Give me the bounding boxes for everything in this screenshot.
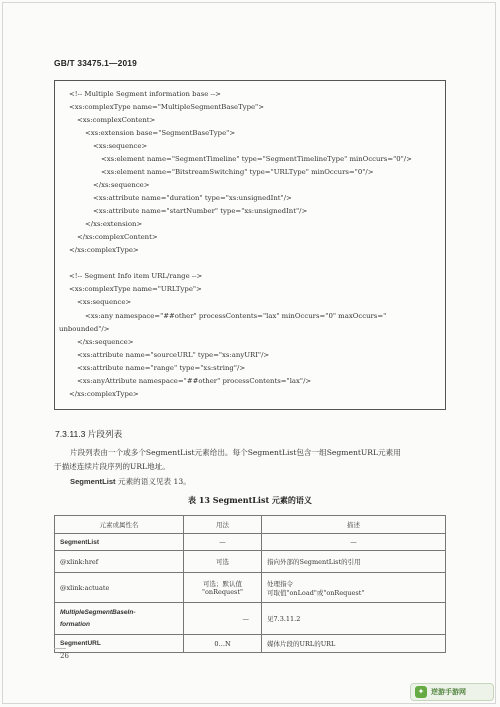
code-line: <xs:complexType name="MultipleSegmentBaseType"> (69, 103, 265, 111)
segmentlist-semantics-table (54, 515, 446, 653)
game-controller-icon: ✦ (415, 686, 427, 698)
table-row (55, 603, 446, 635)
code-line: <xs:attribute name="sourceURL" type="xs:anyURI"/> (77, 351, 270, 359)
element-name-line: formation (60, 620, 90, 628)
code-line: </xs:complexType> (69, 390, 139, 398)
segmentlist-term: SegmentList (70, 477, 116, 486)
element-name: SegmentList (55, 534, 184, 551)
code-line: <xs:complexContent> (77, 116, 156, 124)
footer-rule (54, 648, 66, 649)
paragraph-line: 片段列表由一个或多个SegmentList元素给出。每个SegmentList包含一组SegmentURL元素用 (70, 448, 401, 457)
code-line: </xs:sequence> (77, 338, 134, 346)
description-line: 处理指令 (267, 579, 293, 588)
usage: 可选 (184, 551, 262, 573)
code-line: <xs:any namespace="##other" processContents="lax" minOccurs="0" maxOccurs=" (85, 312, 387, 320)
code-line: <!-- Segment Info item URL/range --> (69, 272, 203, 280)
code-line: <xs:attribute name="startNumber" type="xs:unsignedInt"/> (93, 207, 308, 215)
description (262, 573, 446, 603)
usage-line: 可选；默认值 (203, 580, 242, 588)
xml-schema-code-block (54, 80, 446, 410)
table-header-row (55, 516, 446, 534)
element-name: @xlink:actuate (55, 573, 184, 603)
description: 见7.3.11.2 (262, 603, 446, 635)
column-header: 描述 (262, 516, 446, 534)
code-line: unbounded"/> (59, 325, 110, 333)
paragraph-reference (70, 476, 191, 487)
code-line: <xs:sequence> (93, 142, 148, 150)
column-header: 元素或属性名 (55, 516, 184, 534)
table-row (55, 635, 446, 653)
code-line: <xs:attribute name="duration" type="xs:unsignedInt"/> (93, 194, 292, 202)
code-line: <xs:sequence> (77, 298, 132, 306)
table-row (55, 573, 446, 603)
code-line: <xs:complexType name="URLType"> (69, 285, 202, 293)
page-number: 26 (60, 652, 69, 660)
element-name-line: MultipleSegmentBaseIn- (60, 608, 136, 616)
usage: — (184, 603, 262, 635)
paragraph-text: 元素的语义见表 13。 (115, 477, 191, 486)
section-heading: 7.3.11.3 片段列表 (55, 429, 123, 439)
site-watermark (410, 683, 494, 701)
column-header: 用法 (184, 516, 262, 534)
usage: — (184, 534, 262, 551)
watermark-text: 逆游手游网 (431, 688, 466, 696)
usage-line: "onRequest" (202, 588, 243, 596)
description-line: 可取值"onLoad"或"onRequest" (267, 588, 365, 597)
code-line: </xs:extension> (85, 220, 143, 228)
code-line: <xs:anyAttribute namespace="##other" processContents="lax"/> (77, 377, 312, 385)
code-line: <!-- Multiple Segment information base --> (69, 90, 221, 98)
description: — (262, 534, 446, 551)
description: 媒体片段的URL的URL (262, 635, 446, 653)
table-caption: 表 13 SegmentList 元素的语义 (188, 495, 312, 505)
code-line: </xs:complexContent> (77, 233, 158, 241)
usage: 0…N (184, 635, 262, 653)
usage (184, 573, 262, 603)
element-name: @xlink:href (55, 551, 184, 573)
code-line: <xs:element name="SegmentTimeline" type="SegmentTimelineType" minOccurs="0"/> (101, 155, 412, 163)
element-name: SegmentURL (55, 635, 184, 653)
code-line: </xs:complexType> (69, 246, 139, 254)
code-line: <xs:extension base="SegmentBaseType"> (85, 129, 236, 137)
table-row (55, 551, 446, 573)
code-line: <xs:element name="BitstreamSwitching" type="URLType" minOccurs="0"/> (101, 168, 374, 176)
description: 指向外部的SegmentList的引用 (262, 551, 446, 573)
element-name (55, 603, 184, 635)
code-line: </xs:sequence> (93, 181, 150, 189)
code-line: <xs:attribute name="range" type="xs:string"/> (77, 364, 246, 372)
standard-id: GB/T 33475.1—2019 (54, 58, 138, 68)
table-row (55, 534, 446, 551)
paragraph-line: 于描述连续片段序列的URL地址。 (54, 462, 170, 471)
